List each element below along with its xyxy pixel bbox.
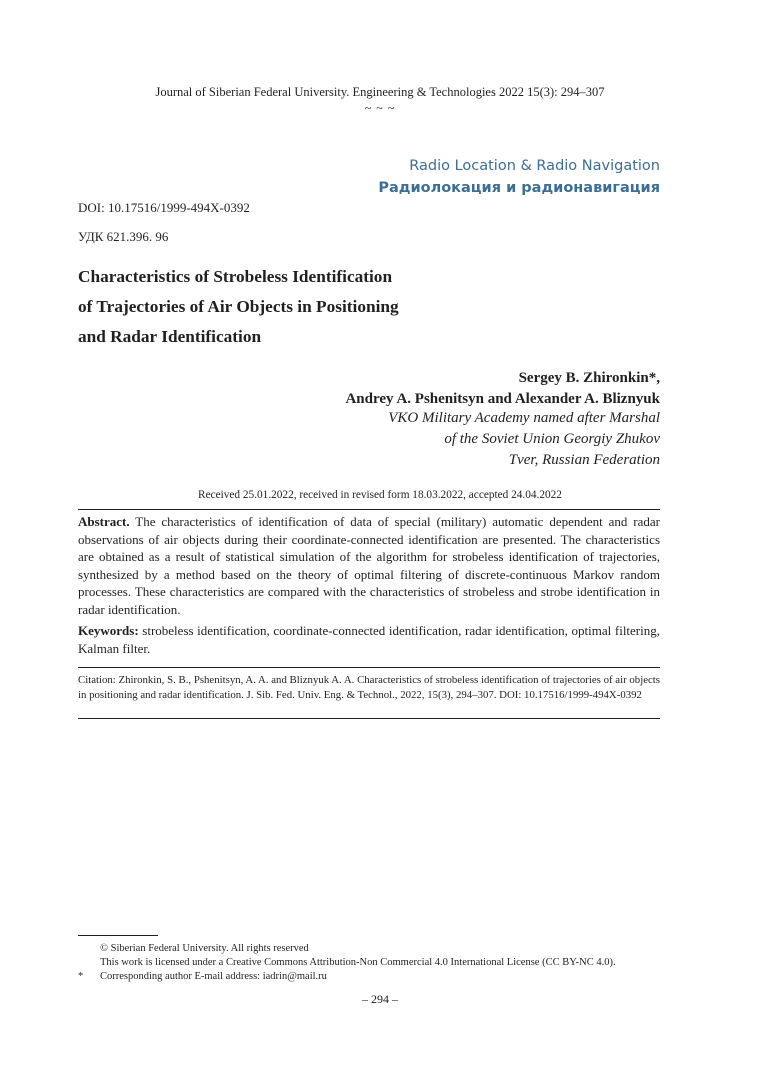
section-title-en: Radio Location & Radio Navigation [409,158,660,174]
title-line: of Trajectories of Air Objects in Positioning [78,297,399,316]
abstract-text: The characteristics of identification of data of special (military) automatic dependent and radar observations of air objects during their coordinate-connected identification are presented. The characteristics are obtained as a result of statistical simulation of the algorithm for strobeless identification of trajectories, synthesized by a method based on the theory of optimal filtering of discrete-continuous Markov random processes. These characteristics are compared with the characteristics of strobeless and strobe identification in radar identification. [78,514,660,617]
footnote-divider [78,935,158,936]
corresponding-text: Corresponding author E-mail address: iadrin@mail.ru [100,971,327,982]
article-title [78,262,498,352]
license-text: This work is licensed under a Creative Commons Attribution-Non Commercial 4.0 International License (CC BY-NC 4.0). [100,957,616,968]
citation: Citation: Zhironkin, S. B., Pshenitsyn, A. A. and Bliznyuk A. A. Characteristics of strobeless identification of trajectories of air objects in positioning and radar identification. J. Sib. Fed. Univ. Eng. & Technol., 2022, 15(3), 294–307. DOI: 10.17516/1999-494X-0392 [78,674,660,701]
doi: DOI: 10.17516/1999-494X-0392 [78,200,250,215]
affiliation-line: of the Soviet Union Georgiy Zhukov [444,431,660,447]
affiliation [388,408,660,471]
keywords-label: Keywords: [78,623,139,638]
divider [78,667,660,668]
keywords [78,622,660,657]
footnote-mark: * [78,971,84,982]
affiliation-line: VKO Military Academy named after Marshal [388,410,660,426]
authors [345,368,660,410]
footnote-copyright [78,942,678,956]
section-title-ru: Радиолокация и радионавигация [378,180,660,196]
journal-header: Journal of Siberian Federal University. Engineering & Technologies 2022 15(3): 294–307 [155,85,605,99]
abstract [78,513,660,618]
abstract-label: Abstract. [78,514,130,529]
udk: УДК 621.396. 96 [78,229,169,244]
footnote-corresponding [78,970,678,984]
author-line: Andrey A. Pshenitsyn and Alexander A. Bliznyuk [345,391,660,407]
affiliation-line: Tver, Russian Federation [508,452,660,468]
title-line: Characteristics of Strobeless Identification [78,267,393,286]
author-line: Sergey B. Zhironkin*, [518,370,660,386]
title-line: and Radar Identification [78,327,262,346]
divider [78,718,660,719]
footnote-license [78,956,678,970]
received-dates: Received 25.01.2022, received in revised form 18.03.2022, accepted 24.04.2022 [198,489,562,501]
divider [78,509,660,510]
keywords-text: strobeless identification, coordinate-connected identification, radar identification, optimal filtering, Kalman filter. [78,623,660,656]
page-number: – 294 – [362,992,398,1006]
header-separator: ~ ~ ~ [364,101,396,115]
copyright-text: © Siberian Federal University. All rights reserved [100,943,309,954]
